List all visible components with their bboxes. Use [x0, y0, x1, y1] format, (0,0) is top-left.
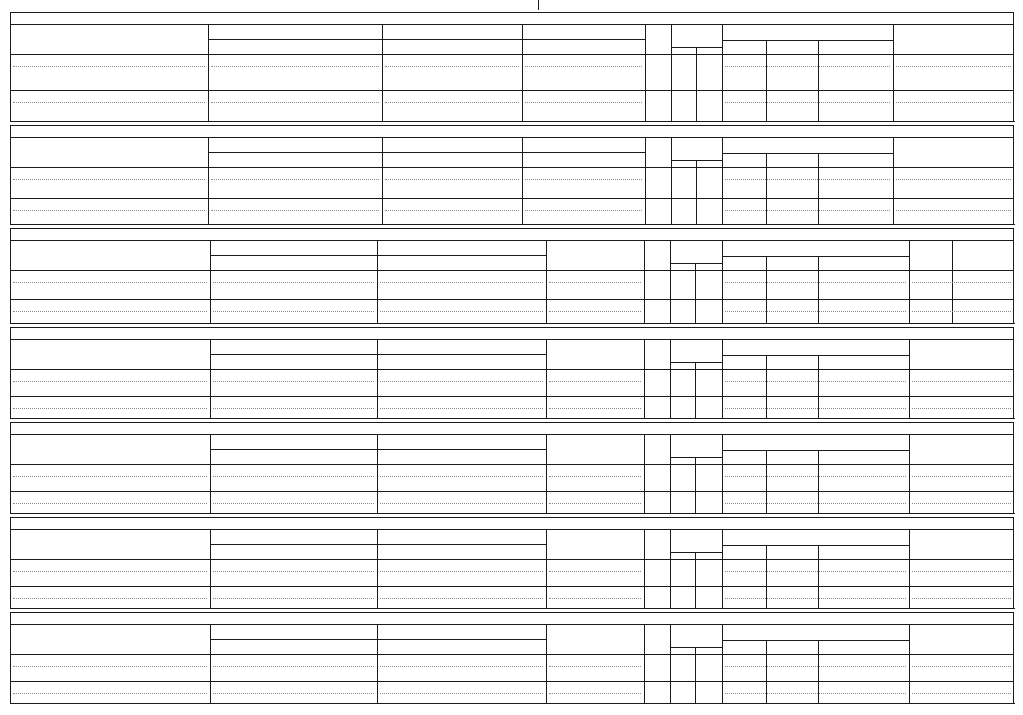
- subheader-rule: [722, 640, 909, 641]
- recipient-divider: [766, 40, 767, 121]
- column-rule: [210, 339, 211, 418]
- column-rule: [893, 137, 894, 224]
- subheader-rule: [670, 362, 722, 363]
- column-rule: [210, 624, 211, 703]
- column-rule: [722, 240, 723, 323]
- dotted-guide-line: [380, 503, 543, 504]
- dotted-guide-line: [912, 571, 1011, 572]
- column-rule: [670, 434, 671, 513]
- dotted-guide-line: [213, 598, 374, 599]
- title-bar-rule: [10, 24, 1014, 25]
- section-bottom-border: [10, 121, 1015, 122]
- subheader-rule: [722, 40, 893, 41]
- alive-divider: [695, 362, 696, 418]
- title-bar-rule: [10, 240, 1014, 241]
- dotted-guide-line: [211, 179, 379, 180]
- entry-row-rule: [10, 299, 1014, 300]
- dotted-guide-line: [385, 210, 519, 211]
- section-left-border: [10, 422, 11, 513]
- dotted-guide-line: [896, 179, 1011, 180]
- dotted-guide-line: [549, 476, 641, 477]
- dotted-guide-line: [380, 476, 543, 477]
- column-rule: [670, 624, 671, 703]
- subheader-rule: [210, 639, 377, 640]
- entry-row-rule: [10, 90, 1014, 91]
- column-rule: [210, 434, 211, 513]
- dotted-guide-line: [725, 282, 906, 283]
- entry-row-rule: [10, 681, 1014, 682]
- section-right-border: [1013, 12, 1014, 121]
- dotted-guide-line: [549, 282, 641, 283]
- dotted-guide-line: [725, 102, 890, 103]
- section-bottom-border: [10, 703, 1015, 704]
- entry-row-rule: [10, 491, 1014, 492]
- dotted-guide-line: [549, 598, 641, 599]
- column-rule: [377, 434, 378, 513]
- section-left-border: [10, 517, 11, 608]
- column-rule: [722, 137, 723, 224]
- dotted-guide-line: [525, 210, 642, 211]
- subheader-rule: [722, 355, 909, 356]
- subheader-rule: [670, 263, 722, 264]
- dotted-guide-line: [896, 102, 1011, 103]
- subheader-rule: [377, 449, 546, 450]
- column-rule: [644, 339, 645, 418]
- title-bar-rule: [10, 624, 1014, 625]
- dotted-guide-line: [725, 66, 890, 67]
- alive-divider: [696, 47, 697, 121]
- alive-divider: [695, 647, 696, 703]
- dotted-guide-line: [385, 66, 519, 67]
- column-rule: [546, 624, 547, 703]
- section-top-border: [10, 228, 1014, 229]
- column-rule: [522, 137, 523, 224]
- column-rule: [722, 624, 723, 703]
- dotted-guide-line: [211, 102, 379, 103]
- header-bottom-rule: [10, 54, 1014, 55]
- subheader-rule: [377, 255, 546, 256]
- column-rule: [382, 137, 383, 224]
- alive-divider: [695, 263, 696, 323]
- entry-row-rule: [10, 396, 1014, 397]
- dotted-guide-line: [549, 693, 641, 694]
- subheader-rule: [722, 256, 909, 257]
- section-left-border: [10, 125, 11, 224]
- dotted-guide-line: [213, 311, 374, 312]
- dotted-guide-line: [13, 666, 207, 667]
- dotted-guide-line: [725, 408, 906, 409]
- section-right-border: [1013, 517, 1014, 608]
- subheader-rule: [210, 544, 377, 545]
- dotted-guide-line: [380, 408, 543, 409]
- section-top-border: [10, 327, 1014, 328]
- dotted-guide-line: [213, 408, 374, 409]
- subheader-rule: [670, 457, 722, 458]
- section-bottom-border: [10, 323, 1015, 324]
- section-left-border: [10, 327, 11, 418]
- dotted-guide-line: [380, 282, 543, 283]
- dotted-guide-line: [13, 210, 205, 211]
- section-bottom-border: [10, 224, 1015, 225]
- header-bottom-rule: [10, 654, 1014, 655]
- dotted-guide-line: [725, 210, 890, 211]
- dotted-guide-line: [13, 282, 207, 283]
- dotted-guide-line: [725, 179, 890, 180]
- column-rule: [208, 137, 209, 224]
- dotted-guide-line: [725, 311, 906, 312]
- dotted-guide-line: [549, 571, 641, 572]
- header-bottom-rule: [10, 270, 1014, 271]
- dotted-guide-line: [213, 571, 374, 572]
- dotted-guide-line: [13, 102, 205, 103]
- dotted-guide-line: [211, 66, 379, 67]
- section-right-border: [1013, 125, 1014, 224]
- dotted-guide-line: [213, 476, 374, 477]
- recipient-divider: [818, 256, 819, 323]
- dotted-guide-line: [896, 66, 1011, 67]
- dotted-guide-line: [725, 693, 906, 694]
- dotted-guide-line: [211, 210, 379, 211]
- subheader-rule: [210, 449, 377, 450]
- dotted-guide-line: [385, 179, 519, 180]
- dotted-guide-line: [13, 571, 207, 572]
- dotted-guide-line: [912, 476, 1011, 477]
- dotted-guide-line: [13, 598, 207, 599]
- column-rule: [644, 624, 645, 703]
- column-rule: [909, 434, 910, 513]
- column-rule: [210, 240, 211, 323]
- section-top-border: [10, 125, 1014, 126]
- dotted-guide-line: [725, 476, 906, 477]
- subheader-rule: [208, 39, 382, 40]
- column-rule: [670, 240, 671, 323]
- dotted-guide-line: [380, 381, 543, 382]
- dotted-guide-line: [725, 598, 906, 599]
- recipient-divider: [766, 153, 767, 224]
- dotted-guide-line: [912, 503, 1011, 504]
- column-rule: [546, 434, 547, 513]
- column-rule: [645, 24, 646, 121]
- dotted-guide-line: [380, 666, 543, 667]
- section-right-border: [1013, 612, 1014, 703]
- column-rule: [909, 339, 910, 418]
- dotted-guide-line: [380, 693, 543, 694]
- column-rule: [671, 24, 672, 121]
- column-rule: [644, 529, 645, 608]
- dotted-guide-line: [213, 381, 374, 382]
- dotted-guide-line: [725, 503, 906, 504]
- dotted-guide-line: [13, 476, 207, 477]
- subheader-rule: [522, 39, 645, 40]
- section-right-border: [1013, 228, 1014, 323]
- dotted-guide-line: [380, 598, 543, 599]
- dotted-guide-line: [13, 408, 207, 409]
- dotted-guide-line: [213, 503, 374, 504]
- column-rule: [722, 529, 723, 608]
- dotted-guide-line: [912, 598, 1011, 599]
- entry-row-rule: [10, 586, 1014, 587]
- dotted-guide-line: [380, 571, 543, 572]
- column-rule: [546, 240, 547, 323]
- section-right-border: [1013, 422, 1014, 513]
- header-bottom-rule: [10, 167, 1014, 168]
- section-bottom-border: [10, 418, 1015, 419]
- alive-divider: [695, 457, 696, 513]
- entry-row-rule: [10, 198, 1014, 199]
- column-rule: [546, 529, 547, 608]
- subheader-rule: [208, 152, 382, 153]
- dotted-guide-line: [525, 102, 642, 103]
- dotted-guide-line: [549, 408, 641, 409]
- alive-divider: [696, 160, 697, 224]
- dotted-guide-line: [912, 381, 1011, 382]
- header-bottom-rule: [10, 369, 1014, 370]
- subheader-rule: [722, 153, 893, 154]
- column-rule: [722, 434, 723, 513]
- recipient-divider: [766, 256, 767, 323]
- column-rule: [670, 529, 671, 608]
- recipient-divider: [818, 153, 819, 224]
- column-rule: [377, 624, 378, 703]
- column-rule: [377, 240, 378, 323]
- dotted-guide-line: [896, 210, 1011, 211]
- column-rule: [909, 624, 910, 703]
- dotted-guide-line: [13, 503, 207, 504]
- subheader-rule: [522, 152, 645, 153]
- column-rule: [644, 434, 645, 513]
- dotted-guide-line: [912, 693, 1011, 694]
- subheader-rule: [722, 545, 909, 546]
- section-top-border: [10, 422, 1014, 423]
- subheader-rule: [210, 255, 377, 256]
- title-bar-rule: [10, 529, 1014, 530]
- dotted-guide-line: [525, 66, 642, 67]
- column-rule: [671, 137, 672, 224]
- section-left-border: [10, 612, 11, 703]
- subheader-rule: [382, 152, 522, 153]
- subheader-rule: [722, 450, 909, 451]
- dotted-guide-line: [912, 282, 1011, 283]
- column-rule: [722, 339, 723, 418]
- subheader-rule: [210, 354, 377, 355]
- recipient-divider: [818, 40, 819, 121]
- dotted-guide-line: [912, 408, 1011, 409]
- dotted-guide-line: [380, 311, 543, 312]
- dotted-guide-line: [385, 102, 519, 103]
- subheader-rule: [670, 647, 722, 648]
- subheader-rule: [377, 354, 546, 355]
- dotted-guide-line: [725, 381, 906, 382]
- header-bottom-rule: [10, 559, 1014, 560]
- column-rule: [893, 24, 894, 121]
- subheader-rule: [377, 639, 546, 640]
- section-left-border: [10, 12, 11, 121]
- column-rule: [377, 529, 378, 608]
- dotted-guide-line: [912, 311, 1011, 312]
- column-rule: [546, 339, 547, 418]
- dotted-guide-line: [13, 311, 207, 312]
- section-top-border: [10, 517, 1014, 518]
- section-bottom-border: [10, 513, 1015, 514]
- dotted-guide-line: [725, 666, 906, 667]
- title-bar-rule: [10, 137, 1014, 138]
- header-bottom-rule: [10, 464, 1014, 465]
- dotted-guide-line: [725, 571, 906, 572]
- dotted-guide-line: [213, 282, 374, 283]
- section-left-border: [10, 228, 11, 323]
- section-top-border: [10, 612, 1014, 613]
- dotted-guide-line: [13, 381, 207, 382]
- section-top-border: [10, 12, 1014, 13]
- alive-divider: [695, 552, 696, 608]
- subheader-rule: [377, 544, 546, 545]
- subheader-rule: [382, 39, 522, 40]
- title-bar-rule: [10, 339, 1014, 340]
- title-bar-rule: [10, 434, 1014, 435]
- column-rule: [670, 339, 671, 418]
- binding-mark: [538, 0, 539, 10]
- dotted-guide-line: [13, 66, 205, 67]
- section-right-border: [1013, 327, 1014, 418]
- dotted-guide-line: [549, 381, 641, 382]
- column-rule: [909, 529, 910, 608]
- dotted-guide-line: [213, 693, 374, 694]
- dotted-guide-line: [549, 503, 641, 504]
- column-rule: [644, 240, 645, 323]
- dotted-guide-line: [213, 666, 374, 667]
- dotted-guide-line: [13, 693, 207, 694]
- dotted-guide-line: [549, 311, 641, 312]
- dotted-guide-line: [13, 179, 205, 180]
- dotted-guide-line: [525, 179, 642, 180]
- dotted-guide-line: [549, 666, 641, 667]
- section-bottom-border: [10, 608, 1015, 609]
- column-rule: [377, 339, 378, 418]
- column-rule: [722, 24, 723, 121]
- column-rule: [909, 240, 910, 323]
- subheader-rule: [670, 552, 722, 553]
- column-rule: [210, 529, 211, 608]
- dotted-guide-line: [912, 666, 1011, 667]
- column-rule: [645, 137, 646, 224]
